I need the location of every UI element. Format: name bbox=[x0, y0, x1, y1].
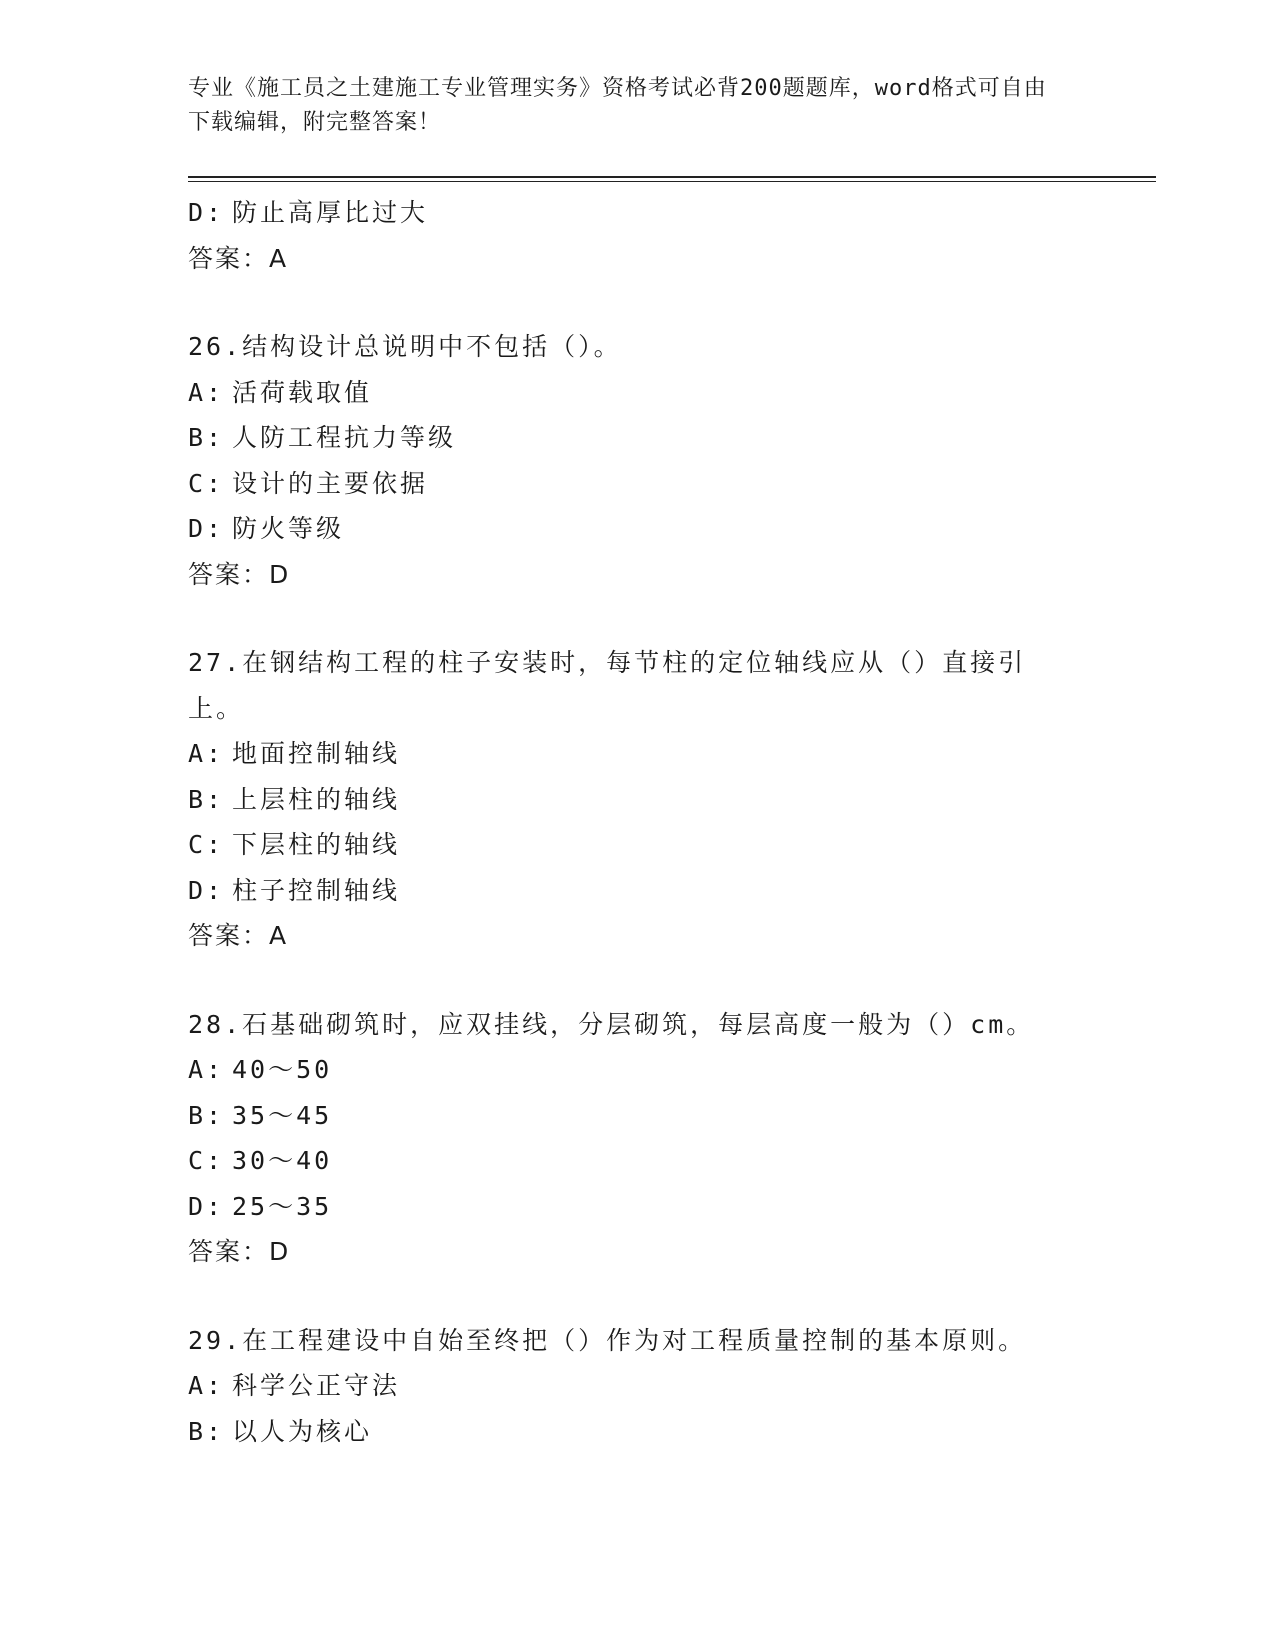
option-line bbox=[188, 461, 1068, 507]
option-label: D: bbox=[188, 198, 225, 227]
question-list bbox=[188, 190, 1068, 1454]
option-text: 30～40 bbox=[232, 1146, 333, 1175]
question-title: 29.在工程建设中自始至终把（）作为对工程质量控制的基本原则。 bbox=[188, 1325, 1027, 1355]
option-text: 下层柱的轴线 bbox=[232, 830, 401, 859]
option-label: B: bbox=[188, 1416, 225, 1446]
option-label: D: bbox=[188, 514, 225, 543]
option-label: A: bbox=[188, 1055, 225, 1084]
option-label: B: bbox=[188, 423, 225, 452]
option-line bbox=[188, 1363, 1068, 1409]
option-label: C: bbox=[188, 468, 225, 498]
option-text: 防止高厚比过大 bbox=[232, 198, 429, 227]
option-line bbox=[188, 1409, 1068, 1455]
option-line bbox=[188, 506, 1068, 552]
option-label: B: bbox=[188, 784, 225, 814]
option-label: D: bbox=[188, 875, 225, 905]
option-text: 上层柱的轴线 bbox=[232, 784, 401, 814]
answer-line: 答案：D bbox=[188, 559, 291, 589]
option-text: 人防工程抗力等级 bbox=[232, 423, 457, 452]
answer-line: 答案：A bbox=[188, 921, 289, 950]
answer-line: 答案：D bbox=[188, 1237, 291, 1266]
header-divider-thin bbox=[188, 181, 1156, 182]
option-text: 活荷载取值 bbox=[232, 377, 373, 407]
option-text: 防火等级 bbox=[232, 514, 345, 543]
question-title: 26.结构设计总说明中不包括（）。 bbox=[188, 332, 622, 361]
option-text: 柱子控制轴线 bbox=[232, 875, 401, 905]
option-line bbox=[188, 868, 1068, 914]
question-title: 27.在钢结构工程的柱子安装时，每节柱的定位轴线应从（）直接引上。 bbox=[188, 648, 1027, 723]
option-text: 35～45 bbox=[232, 1100, 333, 1130]
option-text: 科学公正守法 bbox=[232, 1371, 401, 1400]
option-line bbox=[188, 1093, 1068, 1139]
option-text: 设计的主要依据 bbox=[232, 468, 429, 498]
option-line bbox=[188, 415, 1068, 461]
option-line bbox=[188, 1138, 1068, 1184]
option-label: A: bbox=[188, 739, 225, 768]
option-line bbox=[188, 1047, 1068, 1093]
option-line bbox=[188, 731, 1068, 777]
header-divider bbox=[188, 176, 1156, 178]
option-line bbox=[188, 777, 1068, 823]
option-label: D: bbox=[188, 1191, 225, 1221]
option-line bbox=[188, 822, 1068, 868]
answer-line: 答案：A bbox=[188, 243, 289, 273]
option-label: C: bbox=[188, 830, 225, 859]
option-text: 以人为核心 bbox=[232, 1416, 373, 1446]
option-text: 40～50 bbox=[232, 1055, 333, 1084]
option-line bbox=[188, 190, 1068, 236]
option-label: C: bbox=[188, 1146, 225, 1175]
document-header: 专业《施工员之土建施工专业管理实务》资格考试必背200题题库，word格式可自由下载编辑，附完整答案！ bbox=[188, 76, 1047, 135]
question-title: 28.石基础砌筑时，应双挂线，分层砌筑，每层高度一般为（）cm。 bbox=[188, 1009, 1035, 1039]
option-text: 25～35 bbox=[232, 1191, 333, 1221]
option-label: A: bbox=[188, 1371, 225, 1400]
option-line bbox=[188, 1184, 1068, 1230]
option-text: 地面控制轴线 bbox=[232, 739, 401, 768]
option-label: B: bbox=[188, 1100, 225, 1130]
option-line bbox=[188, 370, 1068, 416]
option-label: A: bbox=[188, 377, 225, 407]
